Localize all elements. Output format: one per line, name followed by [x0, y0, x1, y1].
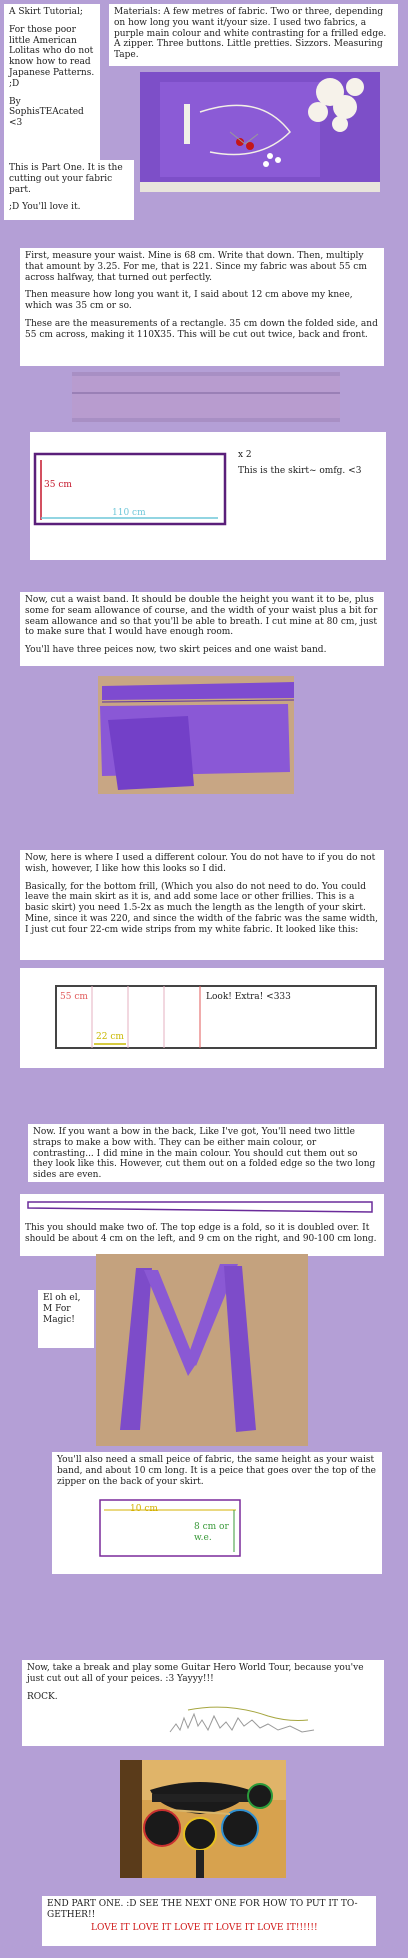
zipper-width-label: 10 cm	[130, 1504, 158, 1514]
waistband-card	[20, 592, 384, 666]
rock-text: ROCK.	[27, 1691, 58, 1702]
measure-card	[20, 248, 384, 366]
tutorial-title: A Skirt Tutorial;	[9, 7, 83, 17]
break-text: Now, take a break and play some Guitar Hero World Tour, because you've just cut out all of your peices. :3 Yayyy!!!	[27, 1663, 364, 1684]
strip-height-label: 55 cm	[60, 992, 88, 1002]
skirt-caption: This is the skirt~ omfg. <3	[238, 466, 362, 476]
bow-text: Now. If you want a bow in the back, Like I've got, You'll need two little straps to make a bow with. They can be either main colour, or contrasting... I did mine in the main colour. You should cut them out so they look like this. However, cut them out on a folded edge so the two long sides are even.	[33, 1127, 376, 1181]
rectangle-text: These are the measurements of a rectangle. 35 cm down the folded side, and 55 cm across, making it 110X35. This will be cut out twice, back and front.	[25, 318, 378, 340]
strip-width-label: 22 cm	[96, 1032, 124, 1042]
fabric-strip-photo	[72, 372, 340, 422]
measure-waist-text: First, measure your waist. Mine is 68 cm. Write that down. Then, multiply that amount by 3.25. For me, that is 221. Since my fabric was about 55 cm across halfway, that turned out perfectly.	[25, 251, 367, 283]
end-card	[42, 1896, 376, 1946]
intro-byline: By SophisTEAcated <3	[9, 96, 84, 129]
frill-detail-text: Basically, for the bottom frill, (Which you also do not need to do. You could leave the main skirt as it is, and add some lace or other frillies. This is a basic skirt) you need 1.5-2x as much the length as the length of your skirt. Mine, since it was 220, and since the width of the fabric was the same width, I just cut four 22-cm wide strips from my white fabric. It looked like this:	[25, 881, 379, 935]
frill-intro-text: Now, here is where I used a different colour. You do not have to if you do not wish, however, I like how this looks so I did.	[25, 853, 376, 874]
materials-text: Materials: A few metres of fabric. Two or three, depending on how long you want it/your size. I used two fabrics, a purple main colour and white contrasting for a frilled edge. A zipper. Three buttons. Little pretties. Sizzors. Measuring Tape.	[114, 7, 387, 61]
intro-card	[4, 4, 100, 160]
materials-card	[109, 4, 398, 66]
measure-length-text: Then measure how long you want it, I said about 12 cm above my knee, which was 35 cm or so.	[25, 290, 353, 312]
strap-text: This you should make two of. The top edge is a fold, so it is doubled over. It should be about 4 cm on the left, and 9 cm on the right, and 90-100 cm long.	[25, 1223, 377, 1244]
materials-photo	[140, 72, 380, 192]
part-one-card	[4, 160, 134, 220]
break-card	[22, 1660, 384, 1746]
strip-diagram-card	[20, 968, 384, 1068]
zipper-height-label: 8 cm or w.e.	[194, 1522, 229, 1543]
strap-diagram-card	[20, 1194, 384, 1220]
waistband-text: Now, cut a waist band. It should be double the height you want it to be, plus some for seam allowance of course, and the width of your waist plus a bit for seam allowance and so that you'll be able to breath. I cut mine at 80 cm, just to make sure that I would have enough room.	[25, 595, 378, 638]
strap-text-card	[20, 1220, 384, 1256]
drum-kit-photo	[120, 1760, 286, 1878]
intro-for-those: For those poor little American Lolitas who do not know how to read Japanese Patterns. ;D	[9, 24, 95, 89]
zipper-piece-text: You'll also need a small peice of fabric, the same height as your waist band, and about 10 cm long. It is a peice that goes over the top of the zipper on the back of your skirt.	[57, 1455, 376, 1487]
love-text: LOVE IT LOVE IT LOVE IT LOVE IT LOVE IT!!!!!!	[91, 1922, 318, 1933]
end-text: END PART ONE. :D SEE THE NEXT ONE FOR HOW TO PUT IT TO-GETHER!!	[47, 1899, 358, 1920]
bow-card	[28, 1124, 384, 1182]
part-one-love: ;D You'll love it.	[9, 202, 81, 213]
cut-pieces-photo	[98, 676, 294, 794]
zipper-piece-card	[52, 1452, 382, 1574]
frill-card	[20, 850, 384, 960]
extra-label: Look! Extra! <333	[206, 992, 291, 1002]
skirt-times-label: x 2	[238, 450, 252, 460]
straps-photo	[96, 1254, 308, 1446]
magic-text: El oh el, M For Magic!	[43, 1293, 81, 1325]
magic-card	[38, 1290, 94, 1348]
skirt-width-label: 110 cm	[112, 508, 146, 518]
skirt-height-label: 35 cm	[44, 480, 72, 490]
part-one-line: This is Part One. It is the cutting out your fabric part.	[9, 163, 123, 195]
skirt-diagram-card	[30, 432, 386, 560]
three-pieces-text: You'll have three peices now, two skirt peices and one waist band.	[25, 645, 327, 656]
